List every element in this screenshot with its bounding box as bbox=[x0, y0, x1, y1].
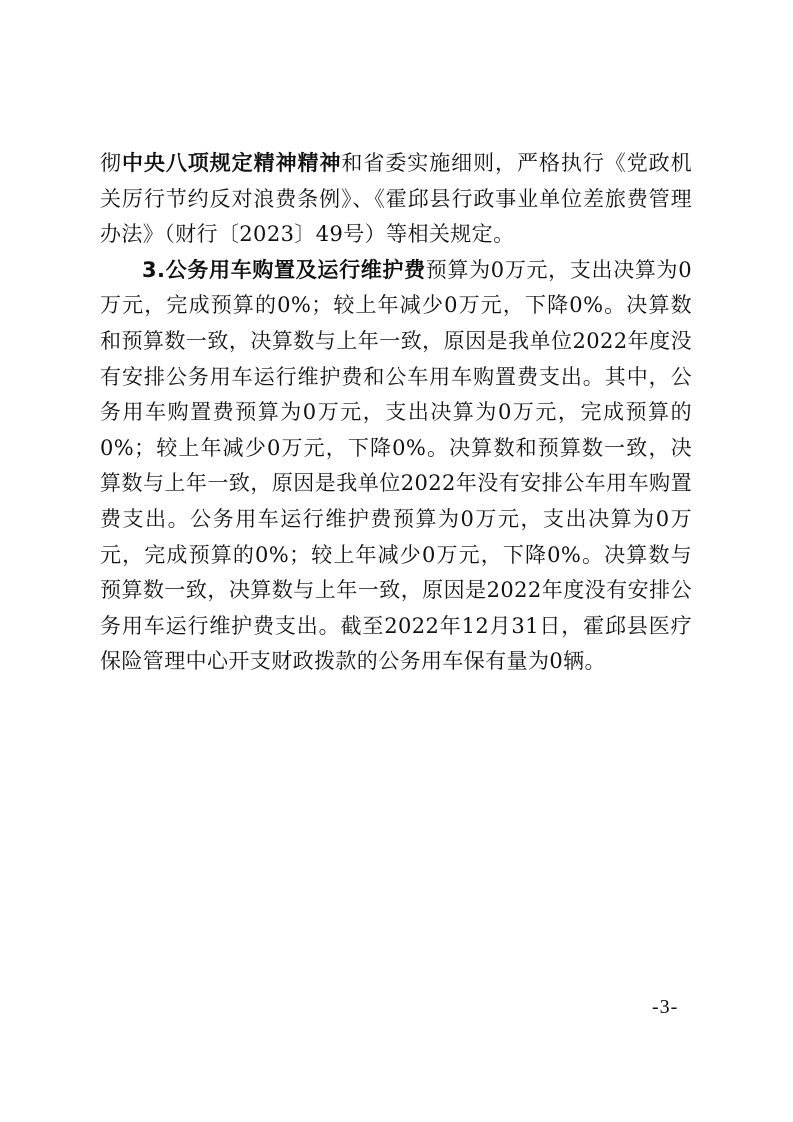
paragraph-body-text: 和省委实施细则，严格执行《党政机关厉行节约反对浪费条例》、《霍邱县行政事业单位差旅费管理办法》（财行〔2023〕49号）等相关规定。 bbox=[100, 151, 693, 247]
page-number: -3- bbox=[652, 996, 679, 1018]
paragraph-regulations bbox=[100, 146, 692, 253]
paragraph-vehicle-expenses bbox=[100, 253, 692, 680]
document-body bbox=[100, 146, 692, 680]
bold-emphasis-text: 中央八项规定精神精神 bbox=[121, 151, 342, 175]
paragraph-body-text: 预算为0万元，支出决算为0万元，完成预算的0%；较上年减少0万元，下降0%。决算数和预算数一致，决算数与上年一致，原因是我单位2022年度没有安排公务用车运行维护费和公车用车购置费支出。其中，公务用车购置费预算为0万元，支出决算为0万元，完成预算的0%；较上年减少0万元，下降0%。决算数和预算数一致，决算数与上年一致，原因是我单位2022年没有安排公车用车购置费支出。公务用车运行维护费预算为0万元，支出决算为0万元，完成预算的0%；较上年减少0万元，下降0%。决算数与预算数一致，决算数与上年一致，原因是2022年度没有安排公务用车运行维护费支出。截至2022年12月31日，霍邱县医疗保险管理中心开支财政拨款的公务用车保有量为0辆。 bbox=[100, 257, 692, 674]
section-heading: 3.公务用车购置及运行维护费 bbox=[142, 257, 426, 282]
paragraph-lead-text: 彻 bbox=[100, 151, 122, 175]
